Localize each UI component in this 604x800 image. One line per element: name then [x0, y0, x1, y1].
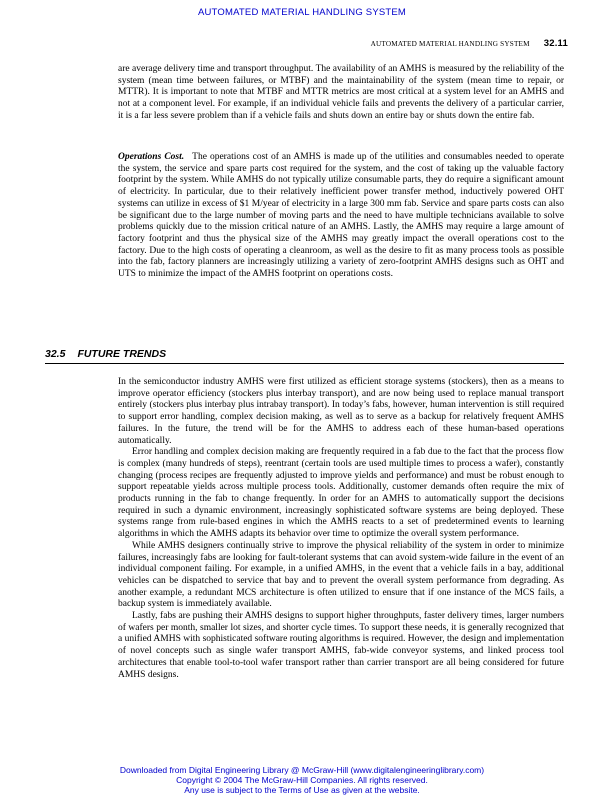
running-head-title: AUTOMATED MATERIAL HANDLING SYSTEM — [370, 40, 530, 48]
download-banner: AUTOMATED MATERIAL HANDLING SYSTEM — [197, 7, 407, 18]
future-paragraph-1: In the semiconductor industry AMHS were first utilized as efficient storage systems (stockers), then as a means to improve operator efficiency (stockers plus interbay transport), and are now being used to replace manual transport entirely (stockers plus interbay plus intrabay transport). In today’s fabs, however, human intervention is still required to support error handling, complex decision making, as well as to serve as a backup for relatively frequent AMHS failures. In the future, the trend will be for the AMHS to address each of these human-based operations automatically. — [118, 377, 564, 446]
future-paragraph-2: Error handling and complex decision making are frequently required in a fab due to the fact that the process flow is complex (many hundreds of steps), reentrant (certain tools are used multiple times to process a wafer), constantly changing (process recipes are frequently adjusted to improve yields and performance) and must be robust enough to support repeatable yields across multiple process tools. Additionally, customer demands often require the mix of products running in the fab to change frequently. In order for an AMHS to automatically support the decisions required in such a dynamic environment, increasingly sophisticated software systems are being deployed. These systems range from rule-based engines in which the AMHS reacts to a set of predetermined events to learning algorithms in which the AMHS adapts its behavior over time to optimize the overall system performance. — [118, 447, 564, 540]
operations-cost-title: Operations Cost. — [118, 152, 185, 162]
running-head — [371, 38, 568, 49]
section-title: FUTURE TRENDS — [77, 348, 167, 360]
intro-section — [118, 64, 564, 123]
footer — [0, 765, 604, 795]
operations-cost-paragraph — [118, 152, 564, 281]
operations-cost-section — [118, 152, 564, 281]
future-paragraph-4: Lastly, fabs are pushing their AMHS designs to support higher throughputs, faster delivery times, larger numbers of wafers per month, smaller lot sizes, and shorter cycle times. To support these needs, it is generally recognized that a unified AMHS with sophisticated software routing algorithms is required. However, the design and implementation of novel concepts such as single wafer transport AMHS, fab-wide conveyor systems, and linked process tool architectures that enable tool-to-tool wafer transport rather than carrier transport are all being considered for future AMHS designs. — [118, 611, 564, 680]
future-paragraph-3: While AMHS designers continually strive to improve the physical reliability of the system in order to minimize failures, increasingly fabs are looking for fault-tolerant systems that can avoid system-wide failure in the event of an individual component failing. For example, in a unified AMHS, in the event that a vehicle fails in a bay, additional vehicles can be dispatched to service that bay and to prevent the overall system performance from degrading. As another example, a redundant MCS architecture is often utilized to ensure that if one instance of the MCS fails, a backup system is immediately available. — [118, 540, 564, 610]
footer-terms: Any use is subject to the Terms of Use as given at the website. — [184, 785, 420, 795]
footer-download-link[interactable]: Downloaded from Digital Engineering Library @ McGraw-Hill (www.digitalengineeringlibrary.com) — [119, 765, 485, 775]
footer-copyright: Copyright © 2004 The McGraw-Hill Companies. All rights reserved. — [176, 775, 428, 785]
intro-paragraph: are average delivery time and transport throughput. The availability of an AMHS is measured by the reliability of the system (mean time between failures, or MTBF) and the maintainability of the system (mean time to repair, or MTTR). It is important to note that MTBF and MTTR metrics are most critical at a system level for an AMHS and not at a component level. For example, if an individual vehicle fails and prevents the delivery of a particular carrier, it is a far less severe problem than if a vehicle fails and shuts down an entire bay or shuts down the entire fab. — [118, 64, 564, 121]
future-trends-body — [118, 377, 564, 681]
section-number: 32.5 — [45, 348, 66, 360]
page-number: 32.11 — [543, 38, 568, 49]
operations-cost-text: The operations cost of an AMHS is made up of the utilities and consumables needed to operate the system, the service and spare parts cost required for the system, and the cost of taking up the valuable factory footprint by the system. While AMHS do not typically utilize consumable parts, they do require a significant amount of electricity. In particular, due to their relatively inefficient power transfer method, inductively powered OHT systems can utilize in excess of $1 M/year of electricity in a large 300 mm fab. Service and spare parts costs can also be significant due to the large number of moving parts and the need to have multiple technicians available to solve problems quickly due to the mission critical nature of an AMHS. Lastly, the AMHS may require a large amount of factory footprint and thus the physical size of the AMHS may greatly impact the overall operations cost to the factory. Due to the high costs of operating a cleanroom, as well as the desire to fit as many process tools as possible into the fab, factory planners are increasingly utilizing a variety of zero-footprint AMHS designs such as OHT and UTS to minimize the impact of the AMHS footprint on operations costs. — [118, 152, 564, 280]
section-heading — [45, 348, 564, 364]
